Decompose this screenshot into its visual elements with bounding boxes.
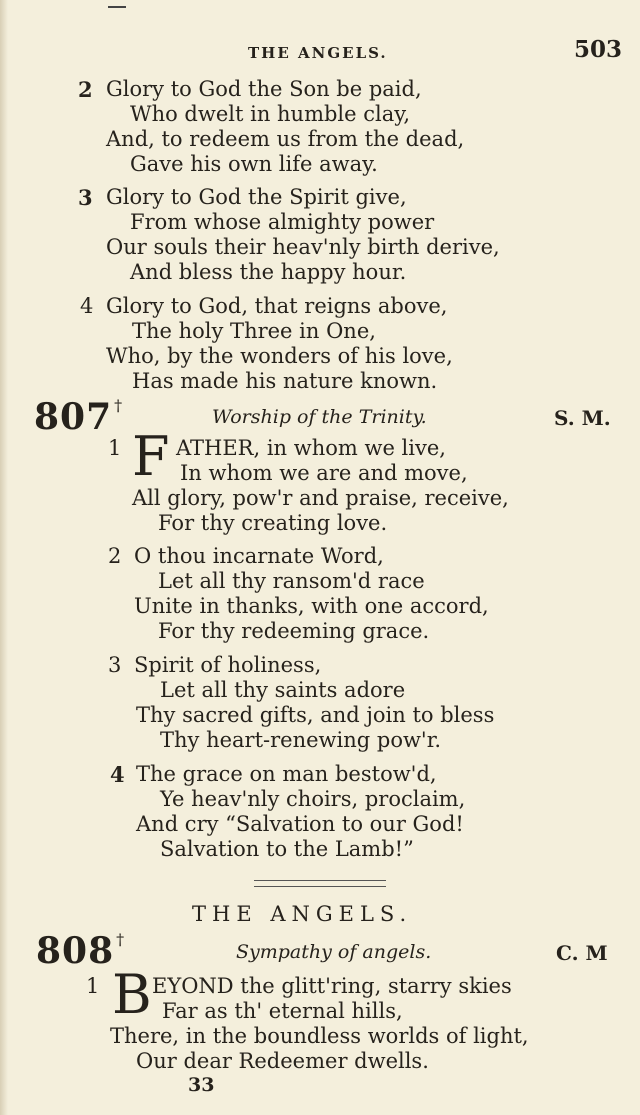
verse-line: EYOND the glitt'ring, starry skies	[152, 974, 512, 998]
page-number: 503	[574, 36, 623, 63]
verse-line: Salvation to the Lamb!”	[160, 837, 414, 861]
hymn-meter: S. M.	[554, 406, 611, 430]
verse-line: Thy heart-renewing pow'r.	[160, 728, 442, 752]
page-edge	[0, 0, 8, 1115]
verse-line: Spirit of holiness,	[134, 653, 322, 677]
verse-line: Glory to God, that reigns above,	[106, 294, 448, 318]
verse-number: 1	[86, 974, 100, 998]
verse-number: 3	[108, 653, 122, 677]
hymn-number-value: 807	[34, 396, 113, 438]
verse-line: Let all thy ransom'd race	[158, 569, 425, 593]
dagger-mark: †	[114, 396, 124, 415]
verse-line: ATHER, in whom we live,	[176, 436, 446, 460]
verse-line: And, to redeem us from the dead,	[106, 127, 465, 151]
verse-line: The grace on man bestow'd,	[136, 762, 437, 786]
verse-line: Our dear Redeemer dwells.	[136, 1049, 429, 1073]
verse-number: 2	[108, 544, 122, 568]
running-head: THE ANGELS.	[248, 44, 388, 62]
verse-line: And bless the happy hour.	[130, 260, 407, 284]
section-title: THE ANGELS.	[192, 902, 413, 926]
verse-line: All glory, pow'r and praise, receive,	[132, 486, 509, 510]
verse-line: In whom we are and move,	[180, 461, 468, 485]
verse-line: Glory to God the Spirit give,	[106, 185, 407, 209]
verse-line: Who, by the wonders of his love,	[106, 344, 453, 368]
hymn-number	[34, 396, 123, 438]
verse-number: 4	[80, 294, 94, 318]
hymn-number-value: 808	[36, 930, 115, 972]
drop-cap: F	[132, 425, 170, 488]
signature-mark: 33	[188, 1074, 215, 1096]
drop-cap: B	[112, 963, 152, 1026]
verse-line: Unite in thanks, with one accord,	[134, 594, 489, 618]
verse-number: 3	[78, 185, 93, 210]
verse-line: Our souls their heav'nly birth derive,	[106, 235, 500, 259]
verse-number: 2	[78, 77, 93, 102]
verse-line: O thou incarnate Word,	[134, 544, 384, 568]
verse-line: Far as th' eternal hills,	[162, 999, 403, 1023]
verse-line: For thy creating love.	[158, 511, 388, 535]
verse-line: For thy redeeming grace.	[158, 619, 430, 643]
verse-line: Ye heav'nly choirs, proclaim,	[160, 787, 466, 811]
section-rule	[254, 880, 386, 887]
verse-line: Has made his nature known.	[132, 369, 438, 393]
hymn-meter: C. M	[556, 941, 608, 965]
verse-line: And cry “Salvation to our God!	[136, 812, 464, 836]
verse-number: 4	[110, 762, 125, 787]
printer-mark	[108, 6, 126, 8]
verse-number: 1	[108, 436, 122, 460]
hymn-title: Sympathy of angels.	[236, 941, 432, 963]
verse-line: Let all thy saints adore	[160, 678, 406, 702]
verse-line: Who dwelt in humble clay,	[130, 102, 410, 126]
verse-line: Glory to God the Son be paid,	[106, 77, 422, 101]
hymn-title: Worship of the Trinity.	[212, 406, 427, 428]
verse-line: There, in the boundless worlds of light,	[110, 1024, 529, 1048]
verse-line: Gave his own life away.	[130, 152, 378, 176]
verse-line: The holy Three in One,	[132, 319, 376, 343]
verse-line: Thy sacred gifts, and join to bless	[136, 703, 495, 727]
dagger-mark: †	[116, 930, 126, 949]
verse-line: From whose almighty power	[130, 210, 435, 234]
